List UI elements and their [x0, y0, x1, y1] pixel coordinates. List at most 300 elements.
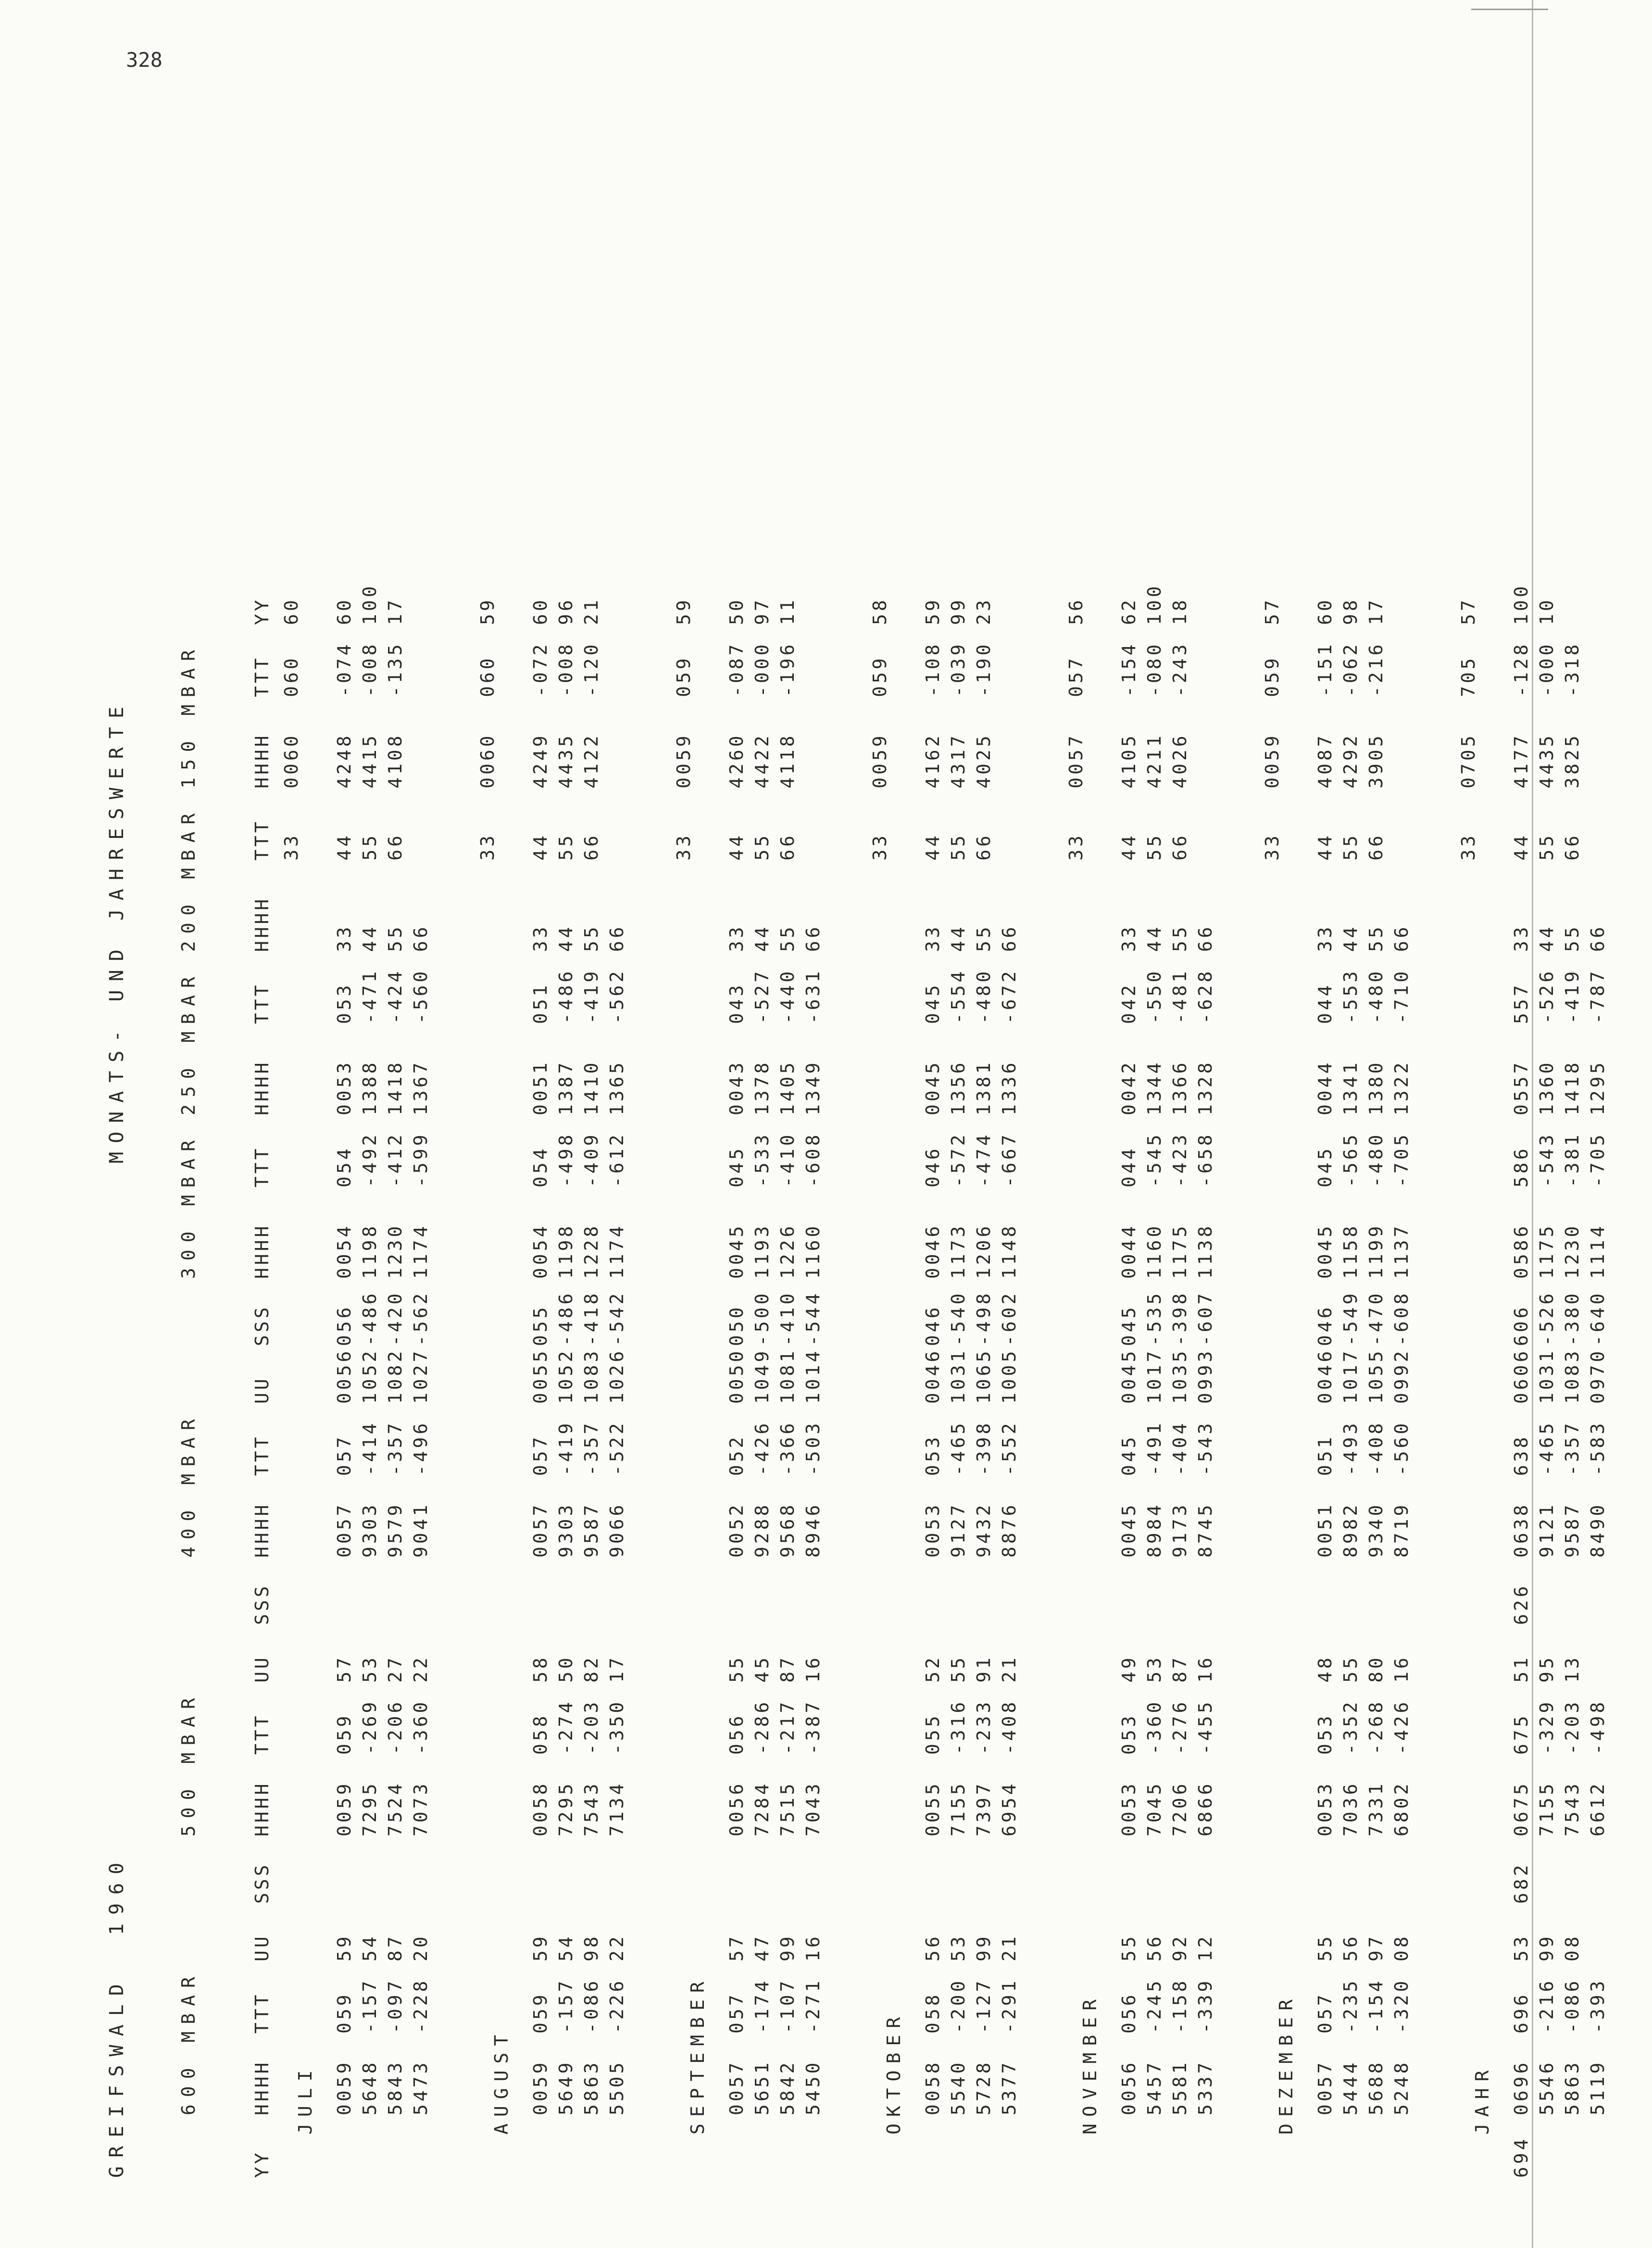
- table-cell: 7155: [948, 1781, 969, 1836]
- table-cell: 33: [726, 924, 747, 952]
- table-cell: 1005: [999, 1348, 1020, 1404]
- column-header-s500: SSS: [251, 1583, 273, 1625]
- table-cell: 1174: [606, 1223, 627, 1279]
- table-cell: 8946: [802, 1502, 824, 1558]
- table-cell: [1142, 1558, 1167, 1625]
- table-cell: -423: [1169, 1132, 1190, 1187]
- table-cell: 3905: [1365, 733, 1387, 788]
- table-cell: -602: [999, 1290, 1020, 1346]
- table-cell: 0043: [726, 1060, 747, 1115]
- table-cell: 87: [1169, 1655, 1190, 1683]
- table-cell: [775, 2115, 801, 2178]
- table-cell: 1083: [1562, 1348, 1583, 1404]
- table-cell: [801, 1836, 826, 1904]
- table-cell: 1193: [751, 1223, 773, 1279]
- table-cell: 054: [530, 1146, 551, 1187]
- table-cell: [775, 1836, 801, 1904]
- table-cell: -216: [1536, 1978, 1557, 2034]
- table-cell: -658: [1195, 1132, 1216, 1187]
- table-cell: 50: [726, 597, 747, 625]
- table-cell: 1344: [1144, 1060, 1165, 1115]
- table-cell: 1365: [606, 1060, 627, 1115]
- column-header-yy2: YY: [251, 597, 273, 625]
- table-cell: 0606: [1511, 1348, 1532, 1404]
- table-cell: [724, 1836, 750, 1904]
- table-cell: 60: [281, 597, 302, 625]
- table-cell: [579, 1836, 604, 1904]
- table-cell: -039: [948, 641, 969, 697]
- table-cell: -628: [1195, 968, 1216, 1024]
- table-cell: 8982: [1340, 1502, 1361, 1558]
- table-cell: 6954: [999, 1781, 1020, 1836]
- table-cell: 55: [1536, 833, 1557, 861]
- table-cell: 21: [581, 597, 602, 625]
- table-cell: -465: [948, 1420, 969, 1476]
- table-cell: 0046: [1314, 1348, 1336, 1404]
- table-cell: 0057: [334, 1502, 355, 1558]
- page-number: 328: [126, 48, 163, 72]
- table-cell: -086: [1562, 1978, 1583, 2034]
- table-cell: -008: [359, 641, 380, 697]
- table-cell: 44: [948, 924, 969, 952]
- table-cell: -705: [1587, 1132, 1608, 1187]
- table-cell: 045: [1314, 1146, 1336, 1187]
- table-cell: -158: [1169, 1978, 1190, 2034]
- table-cell: 9587: [581, 1502, 602, 1558]
- table-cell: [1560, 2115, 1585, 2178]
- table-cell: 21: [999, 1655, 1020, 1683]
- table-cell: [1585, 1836, 1611, 1904]
- table-cell: 0053: [334, 1060, 355, 1115]
- table-cell: 056: [1118, 1992, 1139, 2034]
- table-cell: 7155: [1536, 1781, 1557, 1836]
- table-cell: 1049: [751, 1348, 773, 1404]
- table-cell: 100: [1511, 583, 1532, 625]
- table-cell: 5688: [1365, 2060, 1387, 2115]
- table-cell: -527: [751, 968, 773, 1024]
- table-cell: 57: [1262, 597, 1283, 625]
- table-cell: -542: [606, 1290, 627, 1346]
- table-cell: 44: [1118, 833, 1139, 861]
- table-cell: -486: [555, 1290, 576, 1346]
- table-cell: 33: [1118, 924, 1139, 952]
- table-cell: [332, 1836, 357, 1904]
- table-cell: 1405: [777, 1060, 798, 1115]
- table-cell: 55: [973, 924, 994, 952]
- table-cell: [1313, 1558, 1338, 1625]
- column-header-h600: HHHH: [251, 2060, 273, 2115]
- table-cell: [553, 1836, 579, 1904]
- table-cell: [604, 1836, 630, 1904]
- table-cell: 1114: [1587, 1223, 1608, 1279]
- table-cell: 12: [1195, 1934, 1216, 1961]
- table-cell: 0046: [922, 1348, 943, 1404]
- table-cell: 66: [1365, 833, 1387, 861]
- table-cell: -492: [359, 1132, 380, 1187]
- column-header-u400: UU: [251, 1376, 273, 1404]
- table-cell: 92: [1169, 1934, 1190, 1961]
- table-cell: -553: [1340, 968, 1361, 1024]
- table-cell: 7134: [606, 1781, 627, 1836]
- table-cell: 045: [726, 1146, 747, 1187]
- table-cell: 5444: [1340, 2060, 1361, 2115]
- table-cell: [528, 1836, 553, 1904]
- table-cell: [1389, 2115, 1414, 2178]
- table-cell: [750, 1836, 775, 1904]
- table-cell: 0586: [1511, 1223, 1532, 1279]
- table-cell: 0054: [530, 1223, 551, 1279]
- table-cell: [1560, 562, 1585, 625]
- table-cell: -498: [1587, 1699, 1608, 1755]
- table-cell: 7295: [555, 1781, 576, 1836]
- table-cell: -543: [1195, 1420, 1216, 1476]
- table-cell: 55: [555, 833, 576, 861]
- table-cell: 66: [581, 833, 602, 861]
- table-cell: 55: [1340, 833, 1361, 861]
- table-cell: 1160: [1144, 1223, 1165, 1279]
- table-cell: -583: [1587, 1420, 1608, 1476]
- table-cell: 33: [477, 833, 498, 861]
- table-cell: 9066: [606, 1502, 627, 1558]
- table-cell: 0059: [869, 733, 890, 788]
- table-cell: [750, 2115, 775, 2178]
- table-cell: -419: [581, 968, 602, 1024]
- table-cell: 100: [359, 583, 380, 625]
- column-header-t250: TTT: [251, 982, 273, 1024]
- table-cell: 057: [1065, 655, 1087, 697]
- table-cell: 7331: [1365, 1781, 1387, 1836]
- table-cell: 98: [1340, 597, 1361, 625]
- table-cell: [1142, 1836, 1167, 1904]
- table-cell: -471: [359, 968, 380, 1024]
- table-cell: 0059: [334, 1781, 355, 1836]
- table-cell: 44: [922, 833, 943, 861]
- table-cell: -352: [1340, 1699, 1361, 1755]
- table-cell: 33: [673, 833, 694, 861]
- table-cell: 0050: [726, 1348, 747, 1404]
- table-cell: 0045: [1118, 1502, 1139, 1558]
- table-cell: -491: [1144, 1420, 1165, 1476]
- table-cell: 1230: [1562, 1223, 1583, 1279]
- table-cell: 55: [1340, 1655, 1361, 1683]
- level-500: 500 MBAR: [178, 1690, 199, 1836]
- table-cell: 059: [334, 1713, 355, 1755]
- table-cell: 9587: [1562, 1502, 1583, 1558]
- table-cell: -350: [606, 1699, 627, 1755]
- table-cell: 53: [359, 1655, 380, 1683]
- table-cell: 1017: [1144, 1348, 1165, 1404]
- table-cell: -672: [999, 968, 1020, 1024]
- table-cell: [1116, 2115, 1142, 2178]
- table-cell: 4118: [777, 733, 798, 788]
- table-cell: [408, 2115, 434, 2178]
- table-cell: -320: [1391, 1978, 1412, 2034]
- table-cell: 44: [530, 833, 551, 861]
- table-cell: -503: [802, 1420, 824, 1476]
- table-cell: 57: [334, 1655, 355, 1683]
- table-cell: 8984: [1144, 1502, 1165, 1558]
- table-cell: 0046: [922, 1223, 943, 1279]
- table-cell: 44: [359, 924, 380, 952]
- column-header-t500: TTT: [251, 1713, 273, 1755]
- table-cell: 5842: [777, 2060, 798, 2115]
- table-cell: 98: [581, 1934, 602, 1961]
- table-cell: -426: [1391, 1699, 1412, 1755]
- table-cell: -480: [973, 968, 994, 1024]
- table-cell: 62: [1118, 597, 1139, 625]
- table-cell: 1031: [1536, 1348, 1557, 1404]
- column-header-h300: HHHH: [251, 1223, 273, 1279]
- table-cell: 33: [869, 833, 890, 861]
- table-cell: 1173: [948, 1223, 969, 1279]
- table-cell: 053: [922, 1434, 943, 1476]
- table-cell: 100: [1144, 583, 1165, 625]
- table-cell: 1322: [1391, 1060, 1412, 1115]
- column-header-s400: SSS: [251, 1304, 273, 1346]
- table-cell: 57: [726, 1934, 747, 1961]
- table-cell: [1585, 1625, 1611, 1683]
- table-cell: 55: [1118, 1934, 1139, 1961]
- table-cell: [383, 1558, 408, 1625]
- table-cell: 0970: [1587, 1348, 1608, 1404]
- table-cell: 66: [973, 833, 994, 861]
- table-cell: 1082: [385, 1348, 406, 1404]
- table-cell: 6866: [1195, 1781, 1216, 1836]
- table-cell: 1026: [606, 1348, 627, 1404]
- column-header-h500: HHHH: [251, 1781, 273, 1836]
- table-cell: [332, 1558, 357, 1625]
- table-cell: [801, 2115, 826, 2178]
- section-label: JULI: [295, 2063, 316, 2135]
- table-cell: 56: [1340, 1934, 1361, 1961]
- table-cell: 4211: [1144, 733, 1165, 788]
- table-cell: -072: [530, 641, 551, 697]
- table-cell: 1160: [802, 1223, 824, 1279]
- table-cell: -216: [1365, 641, 1387, 697]
- table-cell: [357, 2115, 383, 2178]
- table-cell: 1230: [385, 1223, 406, 1279]
- table-cell: 682: [1511, 1862, 1532, 1904]
- table-cell: 99: [948, 597, 969, 625]
- scan-corner-mark: [1471, 9, 1548, 10]
- table-cell: 5377: [999, 2060, 1020, 2115]
- table-cell: -535: [1144, 1290, 1165, 1346]
- table-cell: [1560, 1836, 1585, 1904]
- table-cell: 045: [1118, 1434, 1139, 1476]
- table-cell: 53: [1511, 1934, 1532, 1961]
- table-cell: 5648: [359, 2060, 380, 2115]
- table-cell: -705: [1391, 1132, 1412, 1187]
- table-cell: -269: [359, 1699, 380, 1755]
- table-cell: [357, 1558, 383, 1625]
- table-cell: 1387: [555, 1060, 576, 1115]
- table-cell: 56: [922, 1934, 943, 1961]
- table-cell: 1367: [410, 1060, 431, 1115]
- table-cell: [1534, 2115, 1560, 2178]
- table-cell: -291: [999, 1978, 1020, 2034]
- table-cell: 9288: [751, 1502, 773, 1558]
- table-cell: -381: [1562, 1132, 1583, 1187]
- table-cell: 58: [869, 597, 890, 625]
- table-cell: 059: [530, 1992, 551, 2034]
- table-cell: 56: [1144, 1934, 1165, 1961]
- table-cell: [1364, 1558, 1389, 1625]
- table-cell: [920, 1558, 946, 1625]
- table-cell: 5540: [948, 2060, 969, 2115]
- table-cell: 5505: [606, 2060, 627, 2115]
- table-cell: -418: [581, 1290, 602, 1346]
- table-cell: 50: [555, 1655, 576, 1683]
- table-cell: 0051: [1314, 1502, 1336, 1558]
- table-cell: 55: [948, 833, 969, 861]
- table-cell: 33: [1511, 924, 1532, 952]
- table-cell: -667: [999, 1132, 1020, 1187]
- table-cell: 7543: [581, 1781, 602, 1836]
- table-cell: 046: [1314, 1304, 1336, 1346]
- table-cell: -339: [1195, 1978, 1216, 2034]
- table-cell: [1338, 1558, 1364, 1625]
- table-cell: [1389, 1558, 1414, 1625]
- table-cell: -496: [410, 1420, 431, 1476]
- table-cell: 0557: [1511, 1060, 1532, 1115]
- table-cell: 60: [530, 597, 551, 625]
- table-cell: 5581: [1169, 2060, 1190, 2115]
- table-cell: -560: [1391, 1420, 1412, 1476]
- table-cell: 45: [751, 1655, 773, 1683]
- table-cell: 17: [606, 1655, 627, 1683]
- table-cell: 051: [530, 982, 551, 1024]
- table-cell: 44: [334, 833, 355, 861]
- table-cell: 5649: [555, 2060, 576, 2115]
- table-cell: 99: [1536, 1934, 1557, 1961]
- table-cell: [946, 2115, 971, 2178]
- table-cell: 16: [1195, 1655, 1216, 1683]
- table-cell: -203: [581, 1699, 602, 1755]
- table-cell: 66: [1391, 924, 1412, 952]
- table-cell: -544: [802, 1290, 824, 1346]
- table-cell: [332, 2115, 357, 2178]
- table-cell: [946, 1558, 971, 1625]
- column-header-h250: HHHH: [251, 1060, 273, 1115]
- table-cell: 054: [334, 1146, 355, 1187]
- table-cell: 1418: [1562, 1060, 1583, 1115]
- section-gap: [1414, 562, 1456, 2178]
- table-cell: 55: [948, 1655, 969, 1683]
- table-cell: -080: [1144, 641, 1165, 697]
- table-cell: 1228: [581, 1223, 602, 1279]
- table-cell: [750, 1558, 775, 1625]
- table-cell: 8490: [1587, 1502, 1608, 1558]
- table-cell: -008: [555, 641, 576, 697]
- table-cell: -217: [777, 1699, 798, 1755]
- table-cell: 057: [530, 1434, 551, 1476]
- table-cell: 0054: [334, 1223, 355, 1279]
- table-cell: 08: [1391, 1934, 1412, 1961]
- table-cell: 66: [1587, 924, 1608, 952]
- section-label: AUGUST: [491, 2028, 512, 2135]
- table-cell: -157: [555, 1978, 576, 2034]
- table-cell: 9340: [1365, 1502, 1387, 1558]
- table-cell: [971, 1558, 997, 1625]
- table-cell: 44: [726, 833, 747, 861]
- table-cell: [971, 1836, 997, 1904]
- table-cell: 58: [530, 1655, 551, 1683]
- table-cell: 1349: [802, 1060, 824, 1115]
- table-cell: 33: [281, 833, 302, 861]
- table-cell: 1027: [410, 1348, 431, 1404]
- table-cell: -360: [410, 1699, 431, 1755]
- table-cell: -607: [1195, 1290, 1216, 1346]
- table-cell: 60: [1314, 597, 1336, 625]
- table-cell: -500: [751, 1290, 773, 1346]
- table-cell: 66: [410, 924, 431, 952]
- table-cell: 7043: [802, 1781, 824, 1836]
- table-cell: 1378: [751, 1060, 773, 1115]
- table-cell: 91: [973, 1655, 994, 1683]
- table-cell: 66: [1562, 833, 1583, 861]
- table-cell: 4162: [922, 733, 943, 788]
- table-cell: -286: [751, 1699, 773, 1755]
- table-cell: 059: [1262, 655, 1283, 697]
- table-cell: [604, 2115, 630, 2178]
- table-cell: -540: [948, 1290, 969, 1346]
- table-cell: -565: [1340, 1132, 1361, 1187]
- table-cell: 9579: [385, 1502, 406, 1558]
- table-cell: -206: [385, 1699, 406, 1755]
- table-cell: 7036: [1340, 1781, 1361, 1836]
- section-label: DEZEMBER: [1276, 1992, 1297, 2135]
- table-cell: 0057: [530, 1502, 551, 1558]
- table-cell: 0059: [673, 733, 694, 788]
- table-cell: 4415: [359, 733, 380, 788]
- table-cell: 44: [1314, 833, 1336, 861]
- table-cell: 1366: [1169, 1060, 1190, 1115]
- table-cell: 54: [555, 1934, 576, 1961]
- table-cell: [1585, 2115, 1611, 2178]
- table-cell: 696: [1511, 1992, 1532, 2034]
- table-cell: -087: [726, 641, 747, 697]
- table-cell: 59: [922, 597, 943, 625]
- table-cell: [997, 2115, 1022, 2178]
- table-cell: 6802: [1391, 1781, 1412, 1836]
- table-cell: 17: [1365, 597, 1387, 625]
- table-cell: -271: [802, 1978, 824, 2034]
- table-cell: 66: [802, 924, 824, 952]
- table-cell: -357: [1562, 1420, 1583, 1476]
- section-label: JAHR: [1472, 2063, 1493, 2135]
- table-cell: 9303: [555, 1502, 576, 1558]
- table-cell: 0042: [1118, 1060, 1139, 1115]
- table-cell: -108: [922, 641, 943, 697]
- table-cell: 7284: [751, 1781, 773, 1836]
- table-cell: 33: [1262, 833, 1283, 861]
- table-cell: -393: [1587, 1978, 1608, 2034]
- section-label: SEPTEMBER: [687, 1975, 708, 2135]
- table-cell: [997, 1836, 1022, 1904]
- table-cell: 058: [530, 1713, 551, 1755]
- table-cell: 59: [673, 597, 694, 625]
- table-cell: -233: [973, 1699, 994, 1755]
- table-cell: -550: [1144, 968, 1165, 1024]
- column-header-h150: HHHH: [251, 733, 273, 788]
- table-cell: 96: [555, 597, 576, 625]
- section-gap: [630, 562, 671, 2178]
- table-cell: -398: [973, 1420, 994, 1476]
- table-cell: 5863: [1562, 2060, 1583, 2115]
- table-cell: 0053: [922, 1502, 943, 1558]
- table-cell: [579, 1558, 604, 1625]
- table-cell: 045: [1118, 1304, 1139, 1346]
